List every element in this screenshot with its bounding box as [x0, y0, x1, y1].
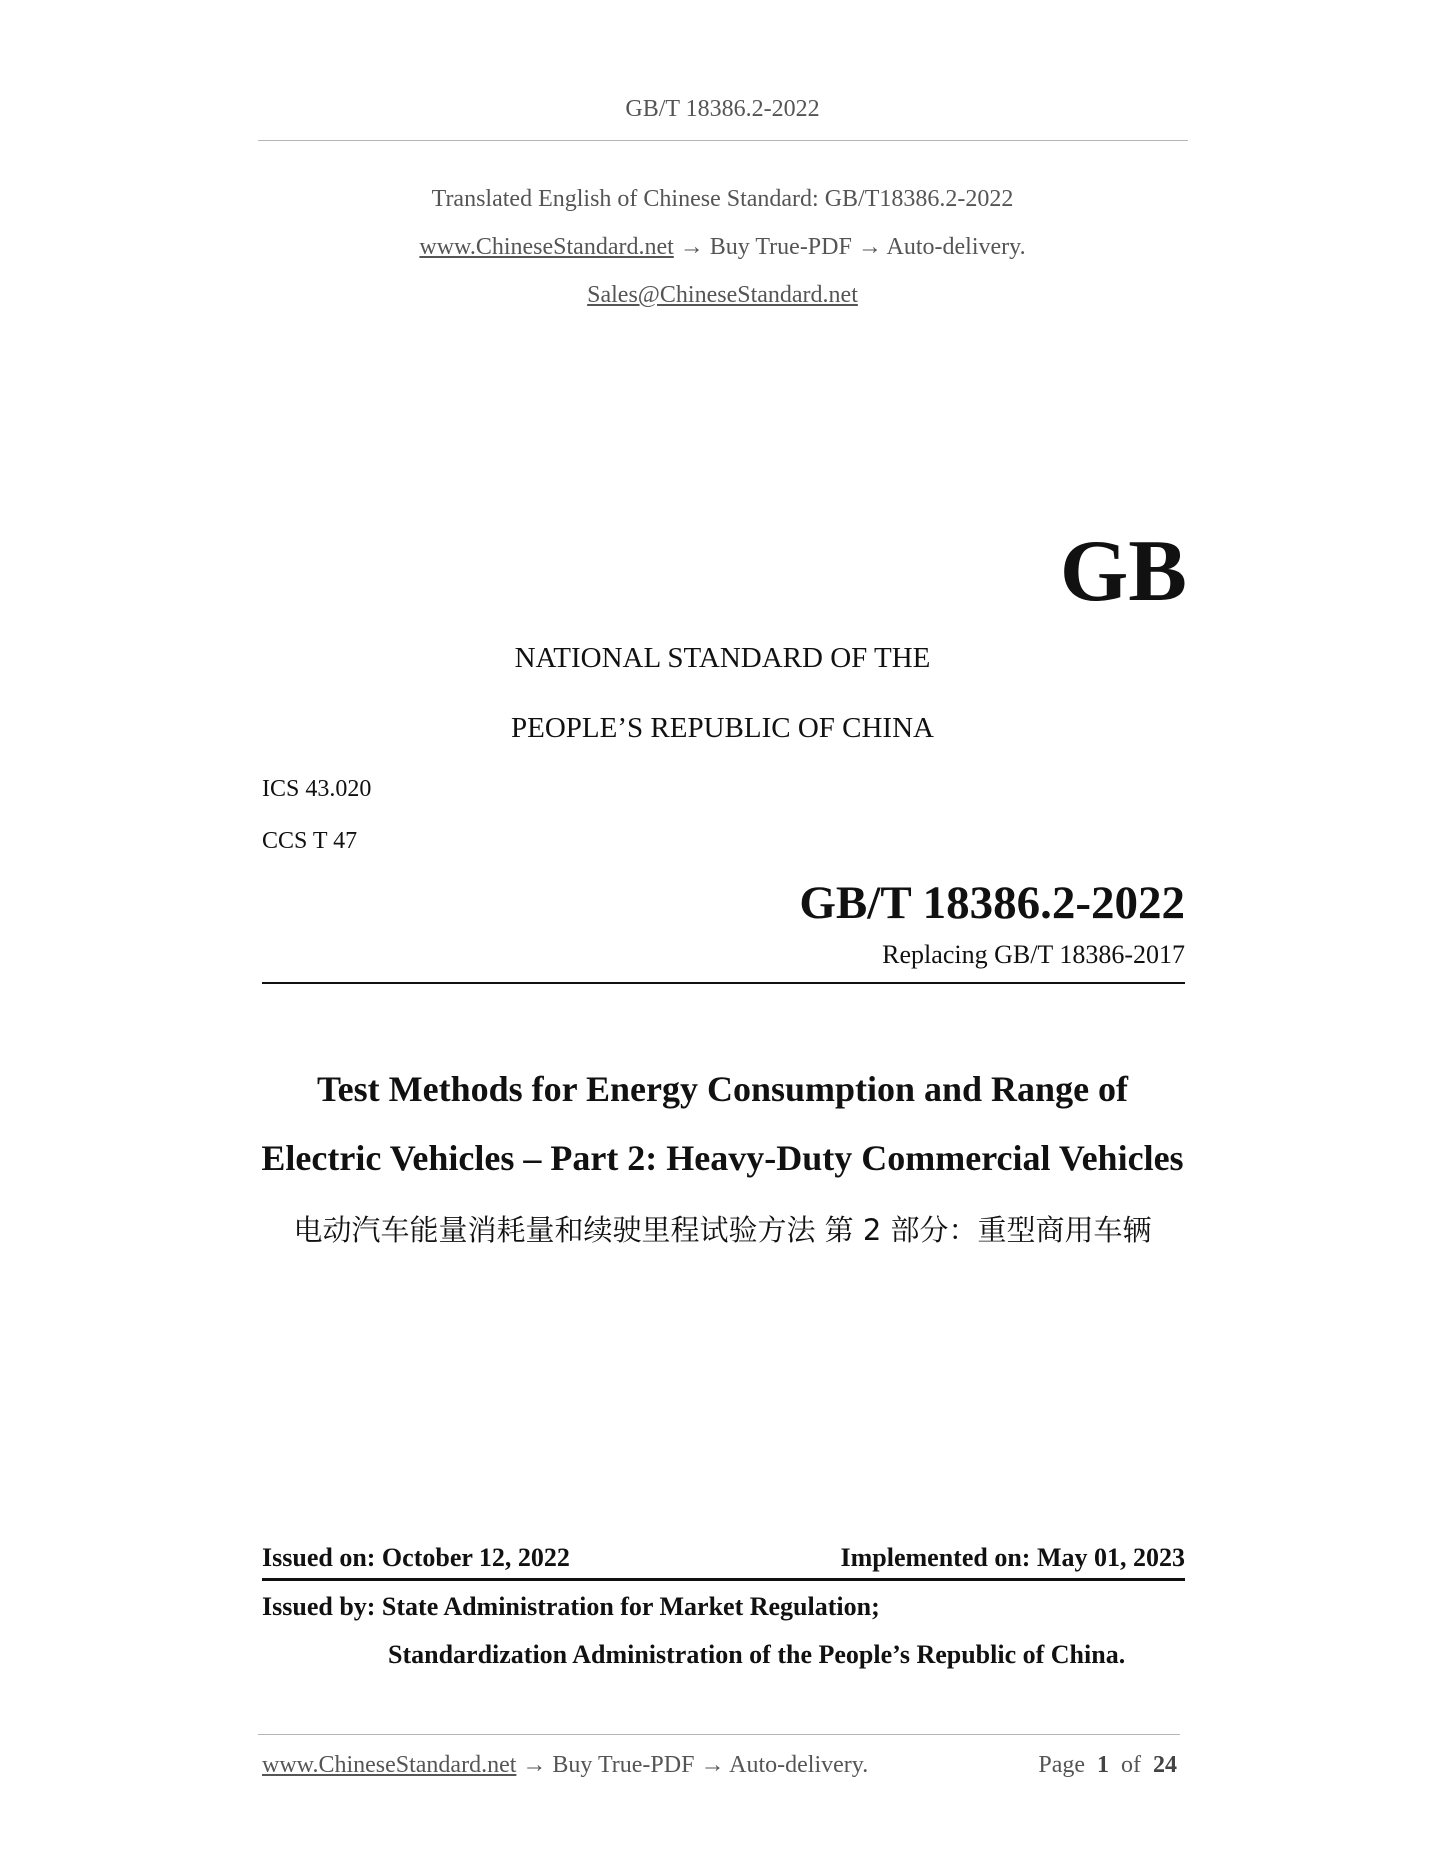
- auto-delivery-text: Auto-delivery.: [886, 234, 1026, 260]
- issue-divider: [262, 1578, 1185, 1581]
- buy-text: Buy True-PDF: [709, 234, 852, 260]
- title-line2: Electric Vehicles – Part 2: Heavy-Duty Commercial Vehicles: [261, 1138, 1184, 1178]
- promo-email-row: [0, 282, 1445, 309]
- promo-line: Translated English of Chinese Standard: GB/T18386.2-2022: [431, 186, 1014, 212]
- title-line1: Test Methods for Energy Consumption and Range of: [316, 1069, 1129, 1109]
- issued-by: Issued by: State Administration for Market Regulation;: [262, 1592, 880, 1621]
- of-label: of: [1121, 1752, 1141, 1778]
- page-label: Page: [1038, 1752, 1085, 1778]
- running-header: GB/T 18386.2-2022: [625, 96, 820, 122]
- page-total: 24: [1153, 1752, 1177, 1778]
- header-divider: [258, 140, 1188, 141]
- issued-by-second: Standardization Administration of the People’s Republic of China.: [388, 1640, 1126, 1669]
- ccs-code: CCS T 47: [262, 828, 358, 854]
- national-standard-line2: PEOPLE’S REPUBLIC OF CHINA: [511, 712, 934, 744]
- ics-code: ICS 43.020: [262, 776, 372, 802]
- footer-divider: [258, 1734, 1180, 1735]
- footer-links: [262, 1752, 868, 1779]
- national-standard-line1: NATIONAL STANDARD OF THE: [514, 642, 931, 674]
- arrow-icon: →: [700, 1752, 725, 1778]
- title-chinese: 电动汽车能量消耗量和续驶里程试验方法 第 2 部分：重型商用车辆: [293, 1213, 1152, 1247]
- footer-auto-text: Auto-delivery.: [729, 1752, 869, 1778]
- implemented-on: Implemented on: May 01, 2023: [840, 1543, 1185, 1572]
- arrow-icon: →: [522, 1752, 547, 1778]
- page-number: 1: [1097, 1752, 1109, 1778]
- code-divider: [262, 982, 1185, 984]
- standard-code: GB/T 18386.2-2022: [799, 877, 1185, 929]
- footer-buy-text: Buy True-PDF: [552, 1752, 695, 1778]
- replacing-note: Replacing GB/T 18386-2017: [882, 940, 1185, 969]
- site-link[interactable]: www.ChineseStandard.net: [419, 234, 674, 260]
- email-link[interactable]: Sales@ChineseStandard.net: [587, 282, 858, 308]
- issued-on: Issued on: October 12, 2022: [262, 1543, 570, 1572]
- arrow-icon: →: [679, 234, 704, 260]
- footer-site-link[interactable]: www.ChineseStandard.net: [262, 1752, 517, 1778]
- promo-links: [0, 234, 1445, 261]
- gb-logo: GB: [1059, 523, 1187, 620]
- page-indicator: [1038, 1752, 1177, 1779]
- arrow-icon: →: [857, 234, 882, 260]
